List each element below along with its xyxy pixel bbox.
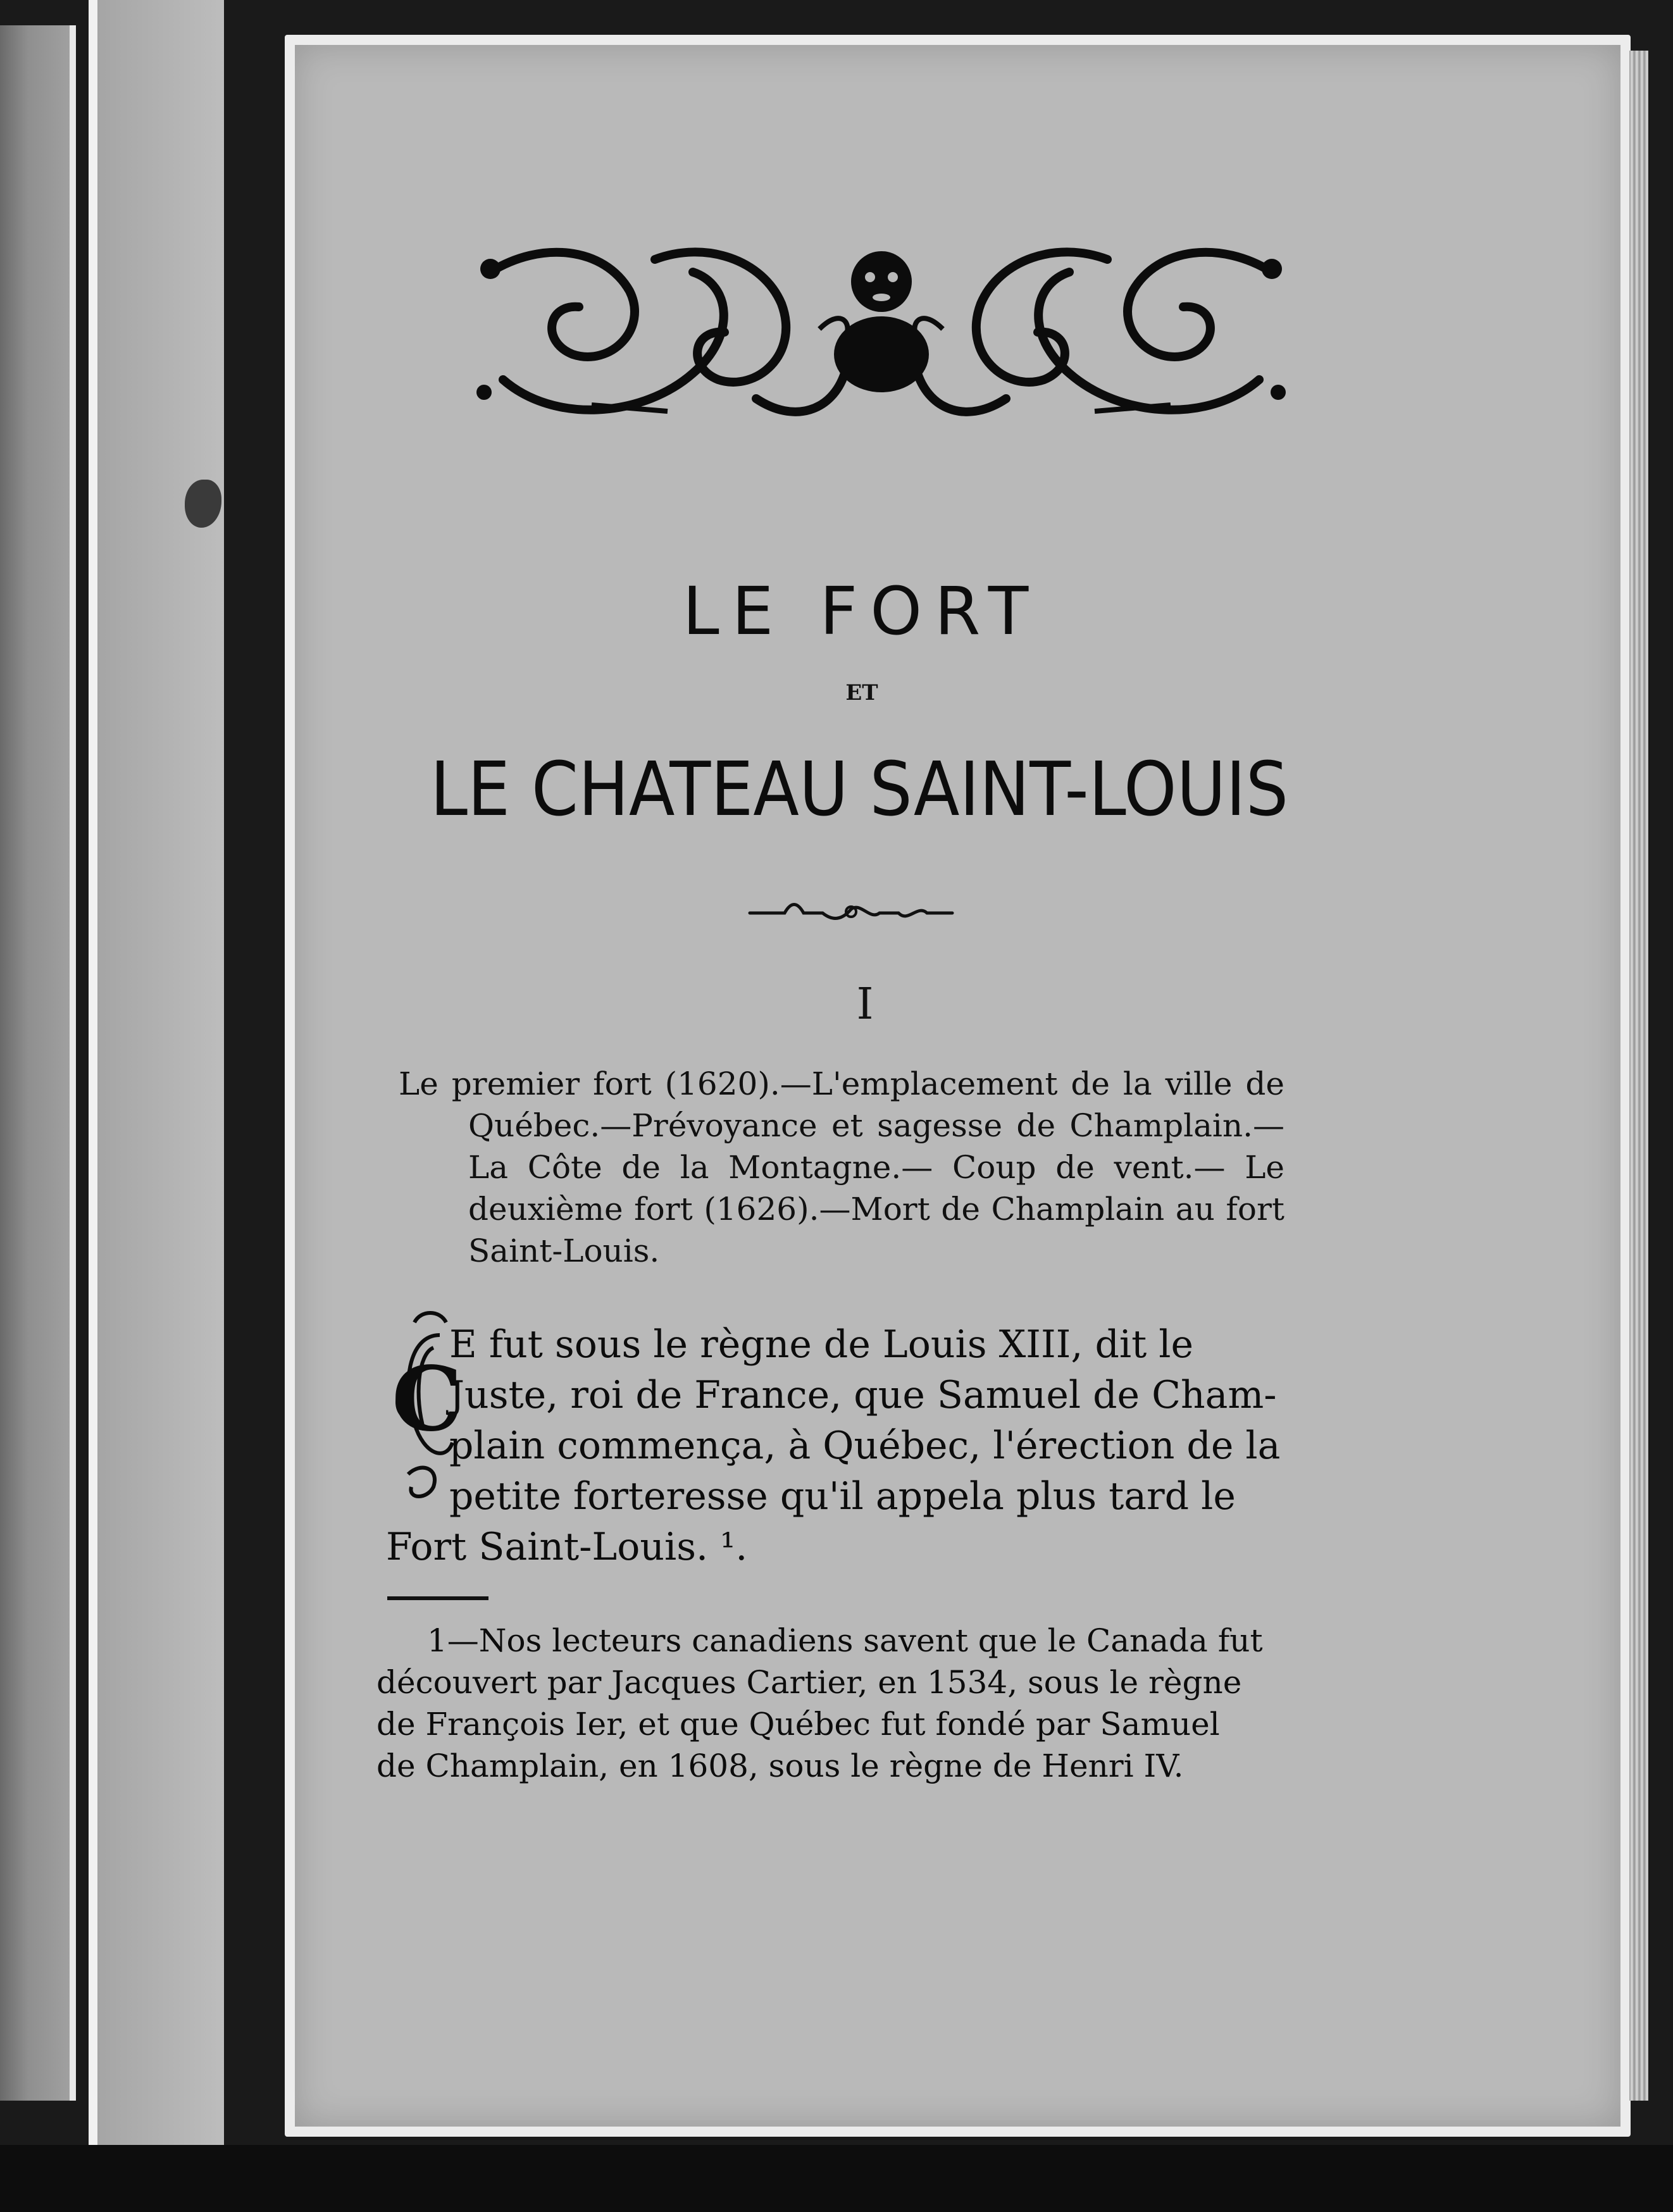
footnote-line: de François Ier, et que Québec fut fondé par Samuel	[376, 1706, 1220, 1743]
previous-page-margin	[89, 0, 224, 2145]
section-number: I	[856, 979, 874, 1029]
title-le-fort: LE FORT	[682, 573, 1042, 650]
scan-background	[0, 2145, 1673, 2212]
headpiece-ornament	[465, 234, 1297, 437]
dropcap-letter: C	[392, 1348, 463, 1451]
previous-page-edge	[0, 25, 76, 2101]
body-line: Juste, roi de France, que Samuel de Cham-	[449, 1373, 1277, 1417]
page-stack-edge	[1629, 51, 1648, 2101]
footnote	[376, 1620, 1275, 1787]
summary-text: Le premier fort (1620).—L'emplacement de la ville de Québec.—Prévoyance et sagesse de Champlain.—La Côte de la Montagne.— Coup de vent.— Le deuxième fort (1626).—Mort de Champlain au fort Saint-Louis.	[399, 1066, 1284, 1269]
body-line: plain commença, à Québec, l'érection de la	[449, 1424, 1281, 1468]
chapter-summary	[399, 1063, 1284, 1272]
footnote-line: découvert par Jacques Cartier, en 1534, sous le règne	[376, 1664, 1242, 1701]
divider-ornament	[747, 895, 955, 927]
body-line: E fut sous le règne de Louis XIII, dit le	[449, 1322, 1194, 1367]
footnote-line: de Champlain, en 1608, sous le règne de Henri IV.	[376, 1748, 1184, 1784]
body-line: petite forteresse qu'il appela plus tard le	[449, 1474, 1236, 1519]
footnote-rule	[387, 1596, 488, 1600]
footnote-line: 1—Nos lecteurs canadiens savent que le Canada fut	[427, 1622, 1263, 1659]
title-chateau: LE CHATEAU SAINT-LOUIS	[430, 745, 1289, 833]
body-paragraph	[386, 1319, 1281, 1572]
title-connector: ET	[845, 680, 878, 705]
body-line: Fort Saint-Louis. ¹.	[386, 1525, 748, 1569]
